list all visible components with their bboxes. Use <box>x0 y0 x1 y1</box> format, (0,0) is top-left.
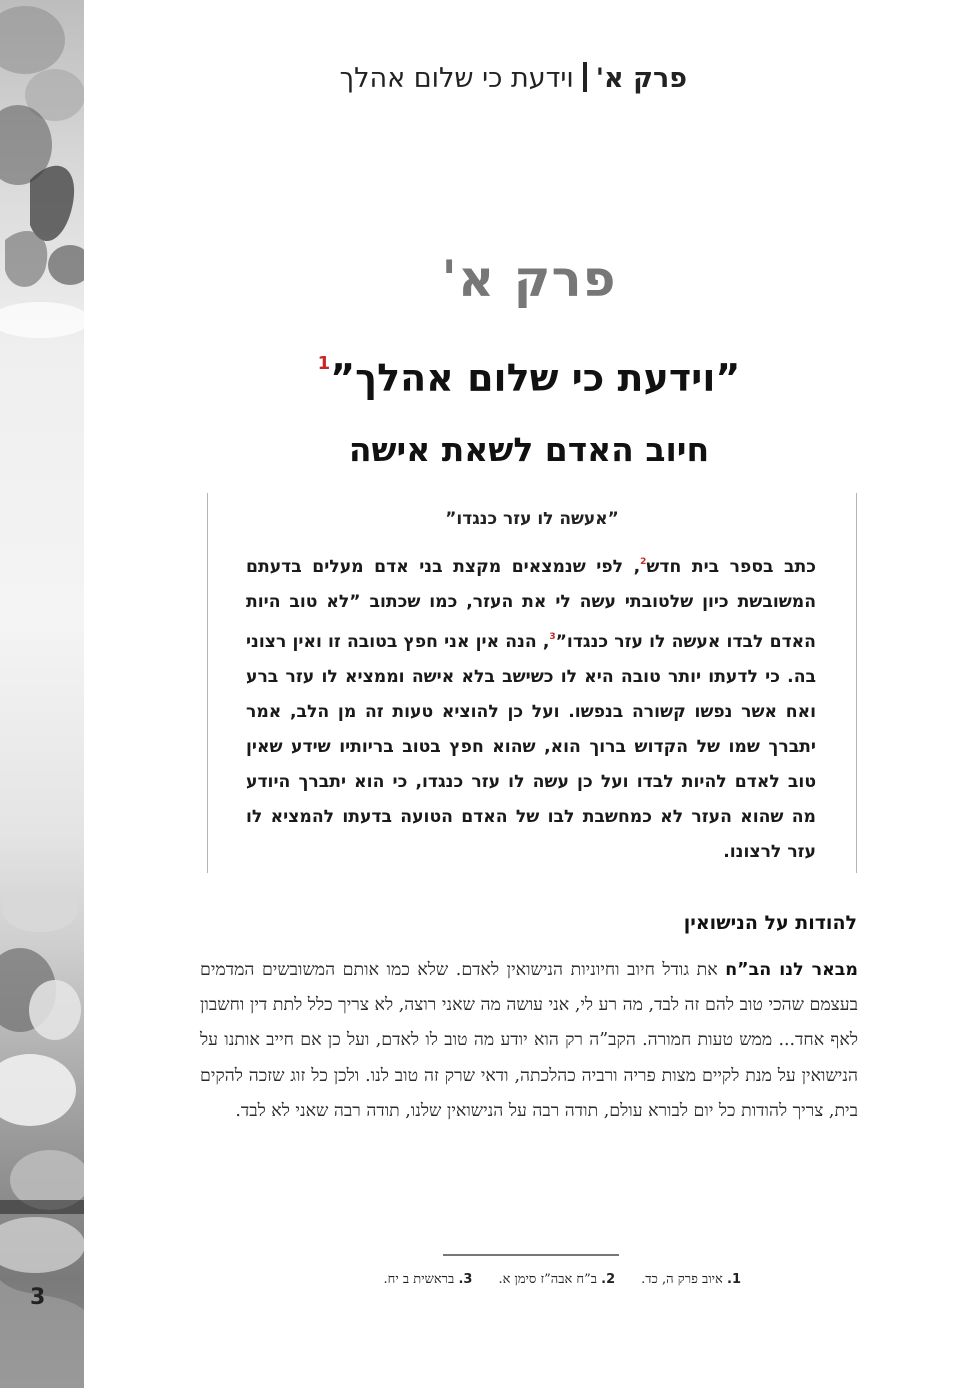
footnote-ref-3: 3 <box>549 632 556 642</box>
footnote-divider <box>443 1254 619 1256</box>
footnote-text: בראשית ב יח. <box>383 1272 455 1287</box>
section-heading: להודות על הנישואין <box>683 912 857 934</box>
running-header <box>340 62 687 94</box>
chapter-title <box>84 353 974 400</box>
quote-verse: ”אעשה לו עזר כנגדו” <box>445 509 619 529</box>
chapter-subtitle: חיוב האדם לשאת אישה <box>348 430 710 469</box>
footnote-text: איוב פרק ה, כד. <box>641 1272 723 1287</box>
quote-body <box>246 545 816 870</box>
footnote-number: 1. <box>727 1272 741 1287</box>
footnote-item <box>498 1272 615 1287</box>
footnote-ref-1: 1 <box>317 353 331 374</box>
section-body <box>200 953 858 1129</box>
decorative-side-strip <box>0 0 84 1388</box>
page-number: 3 <box>30 1285 46 1310</box>
footnote-text: ב”ח אבה”ז סימן א. <box>498 1272 598 1287</box>
quote-box <box>207 493 857 873</box>
header-divider <box>583 62 587 92</box>
section-text: את גודל חיוב וחיוניות הנישואין לאדם. שלא כמו אותם המשובשים המדמים בעצמם שהכי טוב להם זה לבד, מה רע לי, אני עושה מה שאני רוצה, לא צריך כלל לתת דין וחשבון לאף אחד... ממש טעות חמורה. הקב”ה רק הוא יודע מה טוב לו לאדם, ועל כן אם חייב אותנו על הנישואין על מנת לקיים מצות פריה ורביה כהלכתה, ודאי שרק זה טוב לנו. ולכן כל זוג שזכה להקים בית, צריך להודות כל יום לבורא עולם, תודה רבה על הנישואין שלנו, תודה רבה שאני לא לבד. <box>200 960 858 1121</box>
quote-text-part-3: , הנה אין אני חפץ בטובה זו ואין רצוני בה. כי לדעתו יותר טובה היא לו כשישב בלא אישה וממציא לו עזר ברע ואח אשר נפשו קשורה בנפשו. ועל כן להוציא טעות זה מן הלב, אמר יתברך שמו של הקדוש ברוך הוא, שהוא חפץ בטוב בריותיו שידע שאין טוב לאדם להיות לבדו ועל כן עשה לו עזר כנגדו, כי הוא יתברך היודע מה שהוא העזר לא כמחשבת לבו של האדם הטועה בדעתו להמציא לו עזר לרצונו. <box>246 632 816 862</box>
floral-decoration-icon <box>0 0 84 1388</box>
footnote-item <box>641 1272 741 1287</box>
footnotes <box>358 1271 741 1287</box>
quote-text-part-2: , לפי שנמצאים מקצת בני אדם מעלים בדעתם המשובשת כיון שלטובתי עשה לי את העזר, כמו שכתוב ”לא טוב היות האדם לבדו אעשה לו עזר כנגדו” <box>246 557 816 652</box>
section-lead: מבאר לנו הב”ח <box>725 960 859 980</box>
footnote-ref-2: 2 <box>640 557 647 567</box>
footnote-number: 2. <box>601 1272 616 1287</box>
quote-text-part-1: כתב בספר בית חדש <box>646 557 816 577</box>
running-header-title: וידעת כי שלום אהלך <box>339 63 574 94</box>
footnote-item <box>384 1272 473 1287</box>
chapter-title-text: ”וידעת כי שלום אהלך” <box>330 356 741 400</box>
footnote-number: 3. <box>458 1272 473 1287</box>
running-header-chapter: פרק א' <box>595 63 687 94</box>
chapter-label: פרק א' <box>441 250 617 308</box>
